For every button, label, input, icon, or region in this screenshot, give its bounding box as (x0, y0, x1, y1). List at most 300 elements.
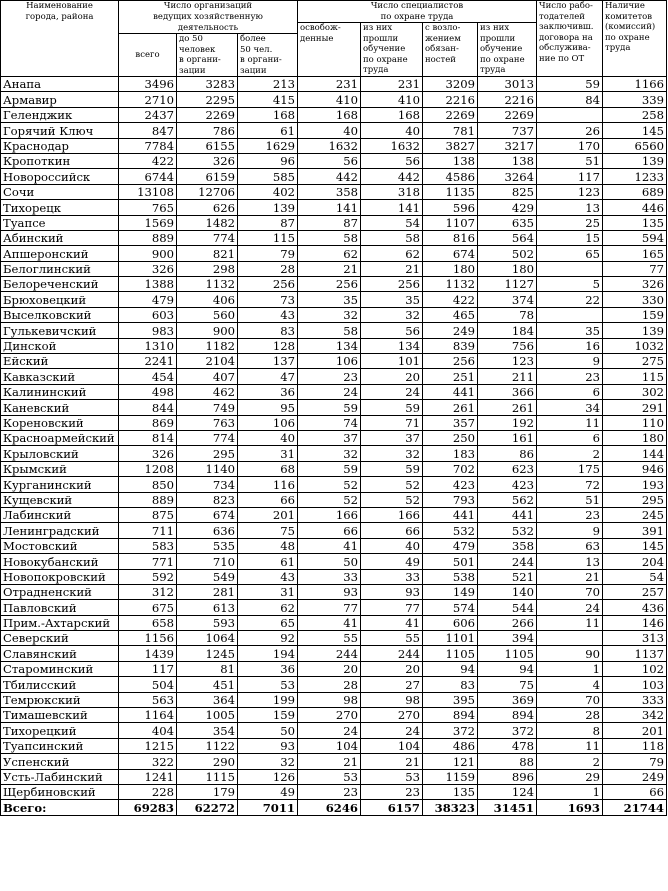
row-value-cell: 74 (298, 415, 361, 430)
row-value-cell: 231 (298, 77, 361, 92)
row-value-cell: 84 (537, 92, 603, 107)
row-value-cell: 40 (298, 123, 361, 138)
row-value-cell: 53 (298, 769, 361, 784)
row-value-cell: 9 (537, 354, 603, 369)
row-value-cell: 302 (603, 384, 667, 399)
row-value-cell: 532 (423, 523, 478, 538)
header-orgs-group: Число организаций (119, 1, 298, 12)
row-value-cell: 5 (537, 277, 603, 292)
row-value-cell: 66 (361, 523, 423, 538)
row-value-cell: 170 (537, 138, 603, 153)
row-value-cell: 592 (119, 569, 177, 584)
row-value-cell: 168 (238, 107, 298, 122)
table-row (1, 415, 667, 430)
total-row (1, 800, 667, 815)
row-value-cell: 1005 (177, 708, 238, 723)
row-value-cell: 391 (603, 523, 667, 538)
row-value-cell: 869 (119, 415, 177, 430)
row-value-cell: 256 (238, 277, 298, 292)
row-name-cell: Красноармейский (1, 430, 119, 445)
row-value-cell: 59 (361, 400, 423, 415)
row-name-cell: Тимашевский (1, 708, 119, 723)
row-value-cell: 24 (298, 384, 361, 399)
row-value-cell: 261 (478, 400, 537, 415)
row-value-cell: 116 (238, 477, 298, 492)
row-value-cell: 502 (478, 246, 537, 261)
row-value-cell: 342 (603, 708, 667, 723)
row-value-cell: 50 (238, 723, 298, 738)
row-value-cell: 256 (298, 277, 361, 292)
row-value-cell: 6 (537, 430, 603, 445)
row-value-cell: 583 (119, 538, 177, 553)
row-value-cell: 49 (238, 784, 298, 799)
row-value-cell: 115 (238, 230, 298, 245)
row-value-cell: 81 (177, 661, 238, 676)
header-spec-trained-2: из них прошли обучение по охране труда (478, 23, 537, 77)
row-name-cell: Курганинский (1, 477, 119, 492)
row-value-cell: 145 (603, 123, 667, 138)
row-value-cell: 594 (603, 230, 667, 245)
row-name-cell: Выселковский (1, 307, 119, 322)
row-value-cell: 369 (478, 692, 537, 707)
row-name-cell: Успенский (1, 754, 119, 769)
row-value-cell: 946 (603, 461, 667, 476)
row-value-cell: 2241 (119, 354, 177, 369)
row-value-cell: 134 (361, 338, 423, 353)
header-orgs-group-line3: деятельность (119, 23, 298, 34)
row-value-cell: 900 (119, 246, 177, 261)
row-value-cell: 1388 (119, 277, 177, 292)
row-value-cell: 816 (423, 230, 478, 245)
row-value-cell: 51 (537, 492, 603, 507)
table-row (1, 446, 667, 461)
table-row (1, 215, 667, 230)
row-value-cell: 27 (361, 677, 423, 692)
row-value-cell: 441 (478, 507, 537, 522)
row-value-cell: 374 (478, 292, 537, 307)
row-value-cell: 70 (537, 692, 603, 707)
row-value-cell: 62 (238, 600, 298, 615)
row-value-cell: 850 (119, 477, 177, 492)
row-value-cell: 894 (423, 708, 478, 723)
table-row (1, 261, 667, 276)
row-value-cell: 318 (361, 184, 423, 199)
row-value-cell: 35 (537, 323, 603, 338)
row-value-cell: 20 (298, 661, 361, 676)
row-value-cell: 123 (478, 354, 537, 369)
row-value-cell: 1156 (119, 631, 177, 646)
row-value-cell: 24 (298, 723, 361, 738)
row-name-cell: Тбилисский (1, 677, 119, 692)
row-value-cell: 1101 (423, 631, 478, 646)
row-value-cell: 407 (177, 369, 238, 384)
row-value-cell: 2216 (423, 92, 478, 107)
row-value-cell: 73 (238, 292, 298, 307)
row-value-cell: 1241 (119, 769, 177, 784)
row-value-cell: 535 (177, 538, 238, 553)
header-spec-released: освобож- денные (298, 23, 361, 77)
row-name-cell: Темрюкский (1, 692, 119, 707)
row-value-cell: 1208 (119, 461, 177, 476)
row-name-cell: Туапсе (1, 215, 119, 230)
table-row (1, 200, 667, 215)
row-value-cell: 1105 (423, 646, 478, 661)
row-value-cell: 56 (361, 323, 423, 338)
table-row (1, 784, 667, 799)
row-value-cell: 889 (119, 230, 177, 245)
row-value-cell: 2269 (177, 107, 238, 122)
row-name-cell: Белореченский (1, 277, 119, 292)
row-value-cell: 58 (298, 230, 361, 245)
row-value-cell: 75 (478, 677, 537, 692)
row-value-cell: 124 (478, 784, 537, 799)
row-value-cell: 166 (298, 507, 361, 522)
row-value-cell: 32 (238, 754, 298, 769)
row-value-cell: 2 (537, 446, 603, 461)
row-value-cell: 166 (361, 507, 423, 522)
row-value-cell: 441 (423, 384, 478, 399)
row-value-cell: 281 (177, 584, 238, 599)
row-value-cell: 366 (478, 384, 537, 399)
row-name-cell: Прим.-Ахтарский (1, 615, 119, 630)
row-name-cell: Отрадненский (1, 584, 119, 599)
row-name-cell: Тихорецкий (1, 723, 119, 738)
table-row (1, 92, 667, 107)
row-value-cell: 63 (537, 538, 603, 553)
row-value-cell: 410 (361, 92, 423, 107)
row-name-cell: Славянский (1, 646, 119, 661)
row-value-cell: 1182 (177, 338, 238, 353)
table-row (1, 738, 667, 753)
row-value-cell: 1164 (119, 708, 177, 723)
row-value-cell: 1632 (361, 138, 423, 153)
row-value-cell: 251 (423, 369, 478, 384)
table-row (1, 600, 667, 615)
table-row (1, 554, 667, 569)
row-value-cell: 6246 (298, 800, 361, 815)
row-value-cell: 245 (603, 507, 667, 522)
row-value-cell: 454 (119, 369, 177, 384)
table-header (1, 1, 667, 77)
row-value-cell: 1569 (119, 215, 177, 230)
row-value-cell: 1166 (603, 77, 667, 92)
row-name-cell: Горячий Ключ (1, 123, 119, 138)
row-value-cell: 560 (177, 307, 238, 322)
row-value-cell: 231 (361, 77, 423, 92)
table-row (1, 369, 667, 384)
row-value-cell: 1693 (537, 800, 603, 815)
row-value-cell: 79 (238, 246, 298, 261)
row-value-cell: 35 (298, 292, 361, 307)
table-row (1, 277, 667, 292)
row-value-cell: 22 (537, 292, 603, 307)
row-value-cell: 1 (537, 661, 603, 676)
row-value-cell: 106 (298, 354, 361, 369)
row-name-cell: Усть-Лабинский (1, 769, 119, 784)
row-value-cell: 65 (537, 246, 603, 261)
row-value-cell: 98 (298, 692, 361, 707)
row-value-cell: 59 (361, 461, 423, 476)
row-value-cell: 83 (423, 677, 478, 692)
table-row (1, 107, 667, 122)
row-value-cell: 43 (238, 569, 298, 584)
row-value-cell: 983 (119, 323, 177, 338)
row-value-cell: 134 (298, 338, 361, 353)
row-value-cell: 33 (361, 569, 423, 584)
row-value-cell: 117 (119, 661, 177, 676)
row-value-cell: 29 (537, 769, 603, 784)
row-value-cell: 441 (423, 507, 478, 522)
row-name-cell: Северский (1, 631, 119, 646)
row-value-cell: 298 (177, 261, 238, 276)
row-value-cell: 270 (298, 708, 361, 723)
row-value-cell: 410 (298, 92, 361, 107)
header-spec-combined: с возло- жением обязан- ностей (423, 23, 478, 77)
table-row (1, 507, 667, 522)
row-value-cell: 825 (478, 184, 537, 199)
row-value-cell: 31 (238, 584, 298, 599)
row-value-cell: 2 (537, 754, 603, 769)
row-value-cell: 737 (478, 123, 537, 138)
table-row (1, 354, 667, 369)
row-name-cell: Динской (1, 338, 119, 353)
row-value-cell: 2295 (177, 92, 238, 107)
row-value-cell: 52 (298, 492, 361, 507)
row-value-cell: 339 (603, 92, 667, 107)
row-value-cell: 66 (238, 492, 298, 507)
row-value-cell: 326 (119, 261, 177, 276)
row-value-cell: 128 (238, 338, 298, 353)
row-value-cell: 21744 (603, 800, 667, 815)
row-value-cell: 2269 (423, 107, 478, 122)
row-value-cell: 61 (238, 554, 298, 569)
row-value-cell: 201 (238, 507, 298, 522)
row-name-cell: Белоглинский (1, 261, 119, 276)
header-orgs-group-line2: ведущих хозяйственную (119, 12, 298, 23)
row-value-cell: 48 (238, 538, 298, 553)
row-value-cell: 94 (423, 661, 478, 676)
row-value-cell: 2216 (478, 92, 537, 107)
row-value-cell: 138 (478, 153, 537, 168)
row-value-cell: 49 (361, 554, 423, 569)
row-value-cell: 702 (423, 461, 478, 476)
row-value-cell: 37 (361, 430, 423, 445)
row-value-cell: 257 (603, 584, 667, 599)
row-value-cell: 3496 (119, 77, 177, 92)
row-value-cell: 894 (478, 708, 537, 723)
header-employers: Число рабо- тодателей заключивш. договора на обслужива- ние по ОТ (537, 1, 603, 77)
row-value-cell: 41 (298, 538, 361, 553)
row-value-cell: 93 (361, 584, 423, 599)
row-value-cell: 774 (177, 430, 238, 445)
row-value-cell: 1105 (478, 646, 537, 661)
row-name-cell: Кавказский (1, 369, 119, 384)
row-name-cell: Мостовский (1, 538, 119, 553)
row-value-cell: 710 (177, 554, 238, 569)
row-value-cell: 636 (177, 523, 238, 538)
row-value-cell: 13 (537, 554, 603, 569)
row-value-cell: 364 (177, 692, 238, 707)
row-value-cell: 79 (603, 754, 667, 769)
row-value-cell: 266 (478, 615, 537, 630)
row-value-cell: 115 (603, 369, 667, 384)
row-value-cell: 1122 (177, 738, 238, 753)
row-value-cell: 126 (238, 769, 298, 784)
row-value-cell: 2104 (177, 354, 238, 369)
table-row (1, 138, 667, 153)
row-value-cell: 16 (537, 338, 603, 353)
row-value-cell: 7011 (238, 800, 298, 815)
row-value-cell: 104 (361, 738, 423, 753)
row-value-cell: 23 (361, 784, 423, 799)
row-value-cell: 6157 (361, 800, 423, 815)
row-value-cell: 36 (238, 661, 298, 676)
row-value-cell: 138 (423, 153, 478, 168)
row-value-cell: 498 (119, 384, 177, 399)
row-value-cell: 330 (603, 292, 667, 307)
row-value-cell: 462 (177, 384, 238, 399)
row-value-cell: 1032 (603, 338, 667, 353)
row-value-cell: 4 (537, 677, 603, 692)
row-value-cell: 6159 (177, 169, 238, 184)
row-value-cell: 23 (537, 369, 603, 384)
row-value-cell: 256 (423, 354, 478, 369)
row-value-cell: 62 (298, 246, 361, 261)
row-value-cell: 9 (537, 523, 603, 538)
row-value-cell: 1 (537, 784, 603, 799)
row-value-cell: 21 (537, 569, 603, 584)
table-row (1, 769, 667, 784)
row-value-cell: 90 (537, 646, 603, 661)
row-name-cell: Щербиновский (1, 784, 119, 799)
row-value-cell: 77 (603, 261, 667, 276)
row-name-cell: Староминский (1, 661, 119, 676)
row-value-cell: 900 (177, 323, 238, 338)
row-value-cell: 786 (177, 123, 238, 138)
row-value-cell: 626 (177, 200, 238, 215)
row-value-cell: 145 (603, 538, 667, 553)
row-value-cell: 228 (119, 784, 177, 799)
header-orgs-total: всего (119, 34, 177, 77)
row-value-cell: 87 (238, 215, 298, 230)
row-value-cell: 141 (298, 200, 361, 215)
row-value-cell: 2710 (119, 92, 177, 107)
row-value-cell: 406 (177, 292, 238, 307)
row-value-cell: 168 (361, 107, 423, 122)
row-value-cell: 326 (119, 446, 177, 461)
row-value-cell: 358 (298, 184, 361, 199)
row-value-cell: 159 (238, 708, 298, 723)
row-value-cell: 613 (177, 600, 238, 615)
table-row (1, 538, 667, 553)
row-value-cell: 563 (119, 692, 177, 707)
row-value-cell: 144 (603, 446, 667, 461)
row-value-cell: 183 (423, 446, 478, 461)
row-name-cell: Туапсинский (1, 738, 119, 753)
row-value-cell: 734 (177, 477, 238, 492)
row-value-cell: 28 (537, 708, 603, 723)
row-value-cell: 78 (478, 307, 537, 322)
table-row (1, 246, 667, 261)
row-value-cell: 623 (478, 461, 537, 476)
row-value-cell: 8 (537, 723, 603, 738)
table-row (1, 230, 667, 245)
row-value-cell: 38323 (423, 800, 478, 815)
table-row (1, 307, 667, 322)
row-value-cell: 1135 (423, 184, 478, 199)
row-value-cell: 52 (361, 477, 423, 492)
row-value-cell: 58 (361, 230, 423, 245)
row-value-cell: 66 (603, 784, 667, 799)
row-value-cell: 25 (537, 215, 603, 230)
row-value-cell: 465 (423, 307, 478, 322)
row-name-cell: Павловский (1, 600, 119, 615)
row-value-cell: 422 (423, 292, 478, 307)
row-value-cell: 436 (603, 600, 667, 615)
row-value-cell: 372 (478, 723, 537, 738)
row-value-cell: 95 (238, 400, 298, 415)
row-value-cell: 3209 (423, 77, 478, 92)
row-value-cell: 104 (298, 738, 361, 753)
row-value-cell: 140 (478, 584, 537, 599)
row-value-cell: 68 (238, 461, 298, 476)
row-value-cell: 94 (478, 661, 537, 676)
row-name-cell: Новокубанский (1, 554, 119, 569)
row-value-cell: 20 (361, 661, 423, 676)
row-value-cell: 486 (423, 738, 478, 753)
row-value-cell: 1245 (177, 646, 238, 661)
row-value-cell: 40 (361, 123, 423, 138)
row-value-cell (537, 631, 603, 646)
row-value-cell: 606 (423, 615, 478, 630)
row-value-cell: 326 (603, 277, 667, 292)
table-row (1, 123, 667, 138)
row-value-cell: 249 (603, 769, 667, 784)
row-value-cell: 69283 (119, 800, 177, 815)
table-row (1, 338, 667, 353)
row-name-cell: Крыловский (1, 446, 119, 461)
row-value-cell: 102 (603, 661, 667, 676)
row-value-cell: 11 (537, 738, 603, 753)
row-value-cell: 244 (361, 646, 423, 661)
row-value-cell: 54 (361, 215, 423, 230)
row-name-cell: Новороссийск (1, 169, 119, 184)
table-row (1, 661, 667, 676)
row-value-cell: 689 (603, 184, 667, 199)
row-value-cell: 635 (478, 215, 537, 230)
row-value-cell: 6155 (177, 138, 238, 153)
row-value-cell: 749 (177, 400, 238, 415)
row-value-cell: 23 (298, 369, 361, 384)
row-value-cell: 15 (537, 230, 603, 245)
row-value-cell: 103 (603, 677, 667, 692)
row-value-cell: 159 (603, 307, 667, 322)
table-row (1, 492, 667, 507)
row-value-cell: 765 (119, 200, 177, 215)
row-value-cell: 372 (423, 723, 478, 738)
row-value-cell: 7784 (119, 138, 177, 153)
row-value-cell: 175 (537, 461, 603, 476)
row-value-cell: 70 (537, 584, 603, 599)
row-value-cell: 478 (478, 738, 537, 753)
row-value-cell: 402 (238, 184, 298, 199)
row-value-cell: 32 (298, 446, 361, 461)
row-value-cell: 6744 (119, 169, 177, 184)
row-value-cell: 32 (298, 307, 361, 322)
table-row (1, 461, 667, 476)
row-value-cell: 1215 (119, 738, 177, 753)
row-value-cell: 3217 (478, 138, 537, 153)
